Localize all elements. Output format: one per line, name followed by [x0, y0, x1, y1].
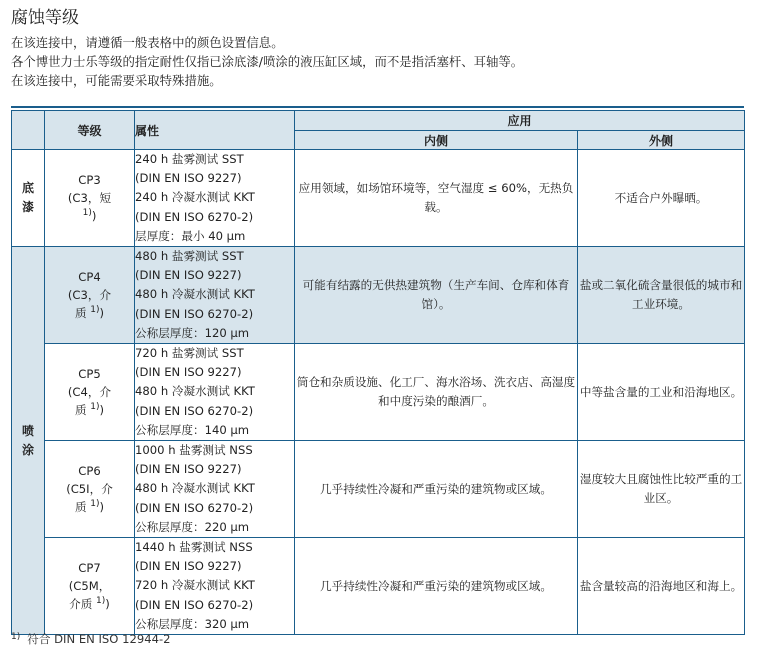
footnote-text: 符合 DIN EN ISO 12944-2	[27, 632, 171, 646]
attribute-line: (DIN EN ISO 6270-2)	[135, 306, 254, 321]
table-row	[12, 538, 745, 635]
inner-cell: 几乎持续性冷凝和严重污染的建筑物或区域。	[295, 538, 578, 635]
attribute-line: 1000 h 盐雾测试 NSS	[135, 443, 253, 458]
outer-cell: 中等盐含量的工业和沿海地区。	[578, 344, 745, 441]
grade-code: CP3	[78, 173, 101, 187]
grade-cell	[45, 150, 135, 247]
grade-code: CP7	[78, 561, 101, 576]
grade-cell	[45, 538, 135, 635]
header-inner: 内侧	[295, 131, 578, 150]
grade-note-sup: $^{1)}$)	[82, 208, 97, 223]
attribute-line: 480 h 冷凝水测试 KKT	[135, 287, 255, 302]
grade-note-sup: 质 $^{1)}$)	[74, 499, 105, 515]
attribute-line: 240 h 冷凝水测试 KKT	[135, 190, 255, 205]
category-spray: 喷 涂	[12, 247, 45, 635]
grade-note-sup: 质 $^{1)}$)	[74, 402, 105, 418]
attribute-cell	[135, 441, 295, 538]
intro-text	[11, 33, 523, 90]
attribute-line: (DIN EN ISO 6270-2)	[135, 500, 254, 515]
attribute-line: (DIN EN ISO 6270-2)	[135, 403, 254, 418]
grade-note-sup: 质 $^{1)}$)	[74, 305, 105, 321]
attribute-line: 480 h 盐雾测试 SST	[135, 249, 244, 264]
header-application: 应用	[295, 111, 745, 131]
table-row	[12, 150, 745, 247]
outer-cell: 盐含量较高的沿海地区和海上。	[578, 538, 745, 635]
grade-code: CP6	[78, 464, 101, 479]
attribute-line: 480 h 冷凝水测试 KKT	[135, 384, 255, 399]
header-attribute: 属性	[135, 111, 295, 150]
attribute-line: (DIN EN ISO 6270-2)	[135, 209, 254, 224]
corrosion-grade-table	[11, 110, 745, 635]
intro-line: 在该连接中，可能需要采取特殊措施。	[11, 73, 222, 88]
grade-note: (C4，介	[67, 385, 112, 400]
page-title: 腐蚀等级	[11, 8, 79, 28]
attribute-line: 公称层厚度：120 µm	[135, 325, 250, 340]
grade-note: (C5M，	[68, 579, 111, 594]
attribute-line: (DIN EN ISO 9227)	[135, 462, 242, 477]
footnote	[11, 631, 171, 647]
attribute-line: 公称层厚度：140 µm	[135, 422, 250, 437]
attribute-line: (DIN EN ISO 9227)	[135, 365, 242, 380]
attribute-cell	[135, 344, 295, 441]
inner-cell: 筒仓和杂质设施、化工厂、海水浴场、洗衣店、高湿度和中度污染的酿酒厂。	[295, 344, 578, 441]
attribute-line: (DIN EN ISO 6270-2)	[135, 597, 254, 612]
header-empty	[12, 111, 45, 150]
attribute-line: 240 h 盐雾测试 SST	[135, 152, 244, 166]
grade-cell	[45, 247, 135, 344]
category-primer: 底 漆	[12, 150, 45, 247]
grade-note-sup: 介质 $^{1)}$)	[69, 596, 110, 612]
attribute-cell	[135, 247, 295, 344]
grade-cell	[45, 344, 135, 441]
inner-cell: 几乎持续性冷凝和严重污染的建筑物或区域。	[295, 441, 578, 538]
attribute-line: 公称层厚度：220 µm	[135, 519, 250, 534]
attribute-line: 层厚度：最小 40 µm	[135, 228, 246, 243]
attribute-line: 1440 h 盐雾测试 NSS	[135, 540, 253, 555]
title-divider	[11, 106, 744, 108]
attribute-line: (DIN EN ISO 9227)	[135, 559, 242, 574]
attribute-cell	[135, 538, 295, 635]
attribute-line: 720 h 盐雾测试 SST	[135, 346, 244, 361]
attribute-line: (DIN EN ISO 9227)	[135, 268, 242, 283]
grade-note: (C3，短	[67, 191, 112, 205]
table-row	[12, 441, 745, 538]
attribute-line: 480 h 冷凝水测试 KKT	[135, 481, 255, 496]
grade-code: CP4	[78, 270, 101, 285]
outer-cell: 不适合户外曝晒。	[578, 150, 745, 247]
header-grade: 等级	[45, 111, 135, 150]
grade-code: CP5	[78, 367, 101, 382]
outer-cell: 盐或二氧化硫含量很低的城市和工业环境。	[578, 247, 745, 344]
grade-cell	[45, 441, 135, 538]
outer-cell: 湿度较大且腐蚀性比较严重的工业区。	[578, 441, 745, 538]
table-row	[12, 247, 745, 344]
grade-note: (C3，介	[67, 288, 112, 303]
table-row	[12, 344, 745, 441]
attribute-line: 公称层厚度：320 µm	[135, 616, 250, 631]
attribute-line: 720 h 冷凝水测试 KKT	[135, 578, 255, 593]
header-outer: 外侧	[578, 131, 745, 150]
attribute-line: (DIN EN ISO 9227)	[135, 171, 242, 186]
inner-cell: 应用领域，如场馆环境等，空气湿度 ≤ 60%，无热负载。	[295, 150, 578, 247]
attribute-cell	[135, 150, 295, 247]
intro-line: 在该连接中，请遵循一般表格中的颜色设置信息。	[11, 35, 284, 50]
inner-cell: 可能有结露的无供热建筑物（生产车间、仓库和体育馆）。	[295, 247, 578, 344]
grade-note: (C5I，介	[66, 482, 113, 497]
intro-line: 各个博世力士乐等级的指定耐性仅指已涂底漆/喷涂的液压缸区域，而不是指活塞杆、耳轴等。	[11, 54, 524, 69]
footnote-marker: 1)	[11, 632, 21, 642]
